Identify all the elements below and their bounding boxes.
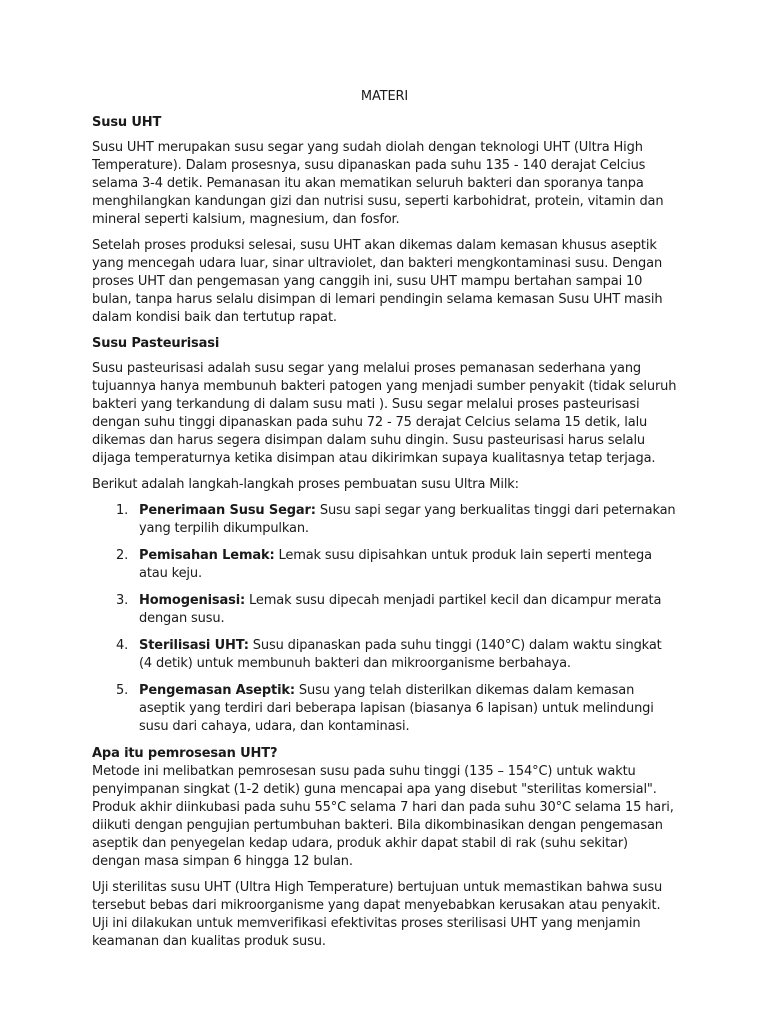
document-page [92, 88, 677, 959]
step-term: Sterilisasi UHT: [139, 638, 249, 653]
paragraph: Metode ini melibatkan pemrosesan susu pada suhu tinggi (135 – 154°C) untuk waktu penyimpanan singkat (1-2 detik) guna mencapai apa yang disebut "sterilitas komersial". Produk akhir diinkubasi pada suhu 55°C selama 7 hari dan pada suhu 30°C selama 15 hari, diikuti dengan pengujian pertumbuhan bakteri. Bila dikombinasikan dengan pengemasan aseptik dan penyegelan kedap udara, produk akhir dapat stabil di rak (suhu sekitar) dengan masa simpan 6 hingga 12 bulan. [92, 764, 674, 869]
document-title: MATERI [360, 89, 409, 104]
step-text: Lemak susu dipisahkan untuk produk lain seperti mentega atau keju. [139, 548, 652, 581]
paragraph: Susu UHT merupakan susu segar yang sudah diolah dengan teknologi UHT (Ultra High Temperature). Dalam prosesnya, susu dipanaskan pada suhu 135 - 140 derajat Celcius selama 3-4 detik. Pemanasan itu akan mematikan seluruh bakteri dan sporanya tanpa menghilangkan kandungan gizi dan nutrisi susu, seperti karbohidrat, protein, vitamin dan mineral seperti kalsium, magnesium, dan fosfor. [92, 140, 664, 227]
list-number: 1. [116, 503, 129, 518]
section-heading-susu-pasteurisasi: Susu Pasteurisasi [92, 336, 220, 351]
list-number: 5. [116, 683, 129, 698]
process-steps-list [92, 502, 677, 736]
step-text: Susu sapi segar yang berkualitas tinggi dari peternakan yang terpilih dikumpulkan. [139, 503, 676, 536]
list-number: 3. [116, 593, 129, 608]
paragraph: Susu pasteurisasi adalah susu segar yang melalui proses pemanasan sederhana yang tujuannya hanya membunuh bakteri patogen yang menjadi sumber penyakit (tidak seluruh bakteri yang terkandung di dalam susu mati ). Susu segar melalui proses pasteurisasi dengan suhu tinggi dipanaskan pada suhu 72 - 75 derajat Celcius selama 15 detik, lalu dikemas dan harus segera disimpan dalam suhu dingin. Susu pasteurisasi harus selalu dijaga temperaturnya ketika disimpan atau dikirimkan supaya kualitasnya tetap terjaga. [92, 361, 677, 466]
list-item [92, 592, 677, 628]
section-heading-uht-processing: Apa itu pemrosesan UHT? [92, 746, 278, 761]
list-item [92, 547, 677, 583]
paragraph: Setelah proses produksi selesai, susu UHT akan dikemas dalam kemasan khusus aseptik yang mencegah udara luar, sinar ultraviolet, dan bakteri mengkontaminasi susu. Dengan proses UHT dan pengemasan yang canggih ini, susu UHT mampu bertahan sampai 10 bulan, tanpa harus selalu disimpan di lemari pendingin selama kemasan Susu UHT masih dalam kondisi baik dan tertutup rapat. [92, 238, 663, 325]
paragraph: Berikut adalah langkah-langkah proses pembuatan susu Ultra Milk: [92, 477, 519, 492]
list-item [92, 682, 677, 736]
step-text: Susu dipanaskan pada suhu tinggi (140°C) dalam waktu singkat (4 detik) untuk membunuh bakteri dan mikroorganisme berbahaya. [139, 638, 662, 671]
step-term: Penerimaan Susu Segar: [139, 503, 316, 518]
step-text: Susu yang telah disterilkan dikemas dalam kemasan aseptik yang terdiri dari beberapa lapisan (biasanya 6 lapisan) untuk melindungi susu dari cahaya, udara, dan kontaminasi. [139, 683, 654, 734]
paragraph: Uji sterilitas susu UHT (Ultra High Temperature) bertujuan untuk memastikan bahwa susu tersebut bebas dari mikroorganisme yang dapat menyebabkan kerusakan atau penyakit. Uji ini dilakukan untuk memverifikasi efektivitas proses sterilisasi UHT yang menjamin keamanan dan kualitas produk susu. [92, 880, 663, 949]
section-heading-susu-uht: Susu UHT [92, 115, 162, 130]
list-item [92, 637, 677, 673]
step-term: Pengemasan Aseptik: [139, 683, 295, 698]
list-number: 4. [116, 638, 129, 653]
step-term: Homogenisasi: [139, 593, 246, 608]
step-term: Pemisahan Lemak: [139, 548, 275, 563]
step-text: Lemak susu dipecah menjadi partikel kecil dan dicampur merata dengan susu. [139, 593, 662, 626]
list-number: 2. [116, 548, 129, 563]
list-item [92, 502, 677, 538]
